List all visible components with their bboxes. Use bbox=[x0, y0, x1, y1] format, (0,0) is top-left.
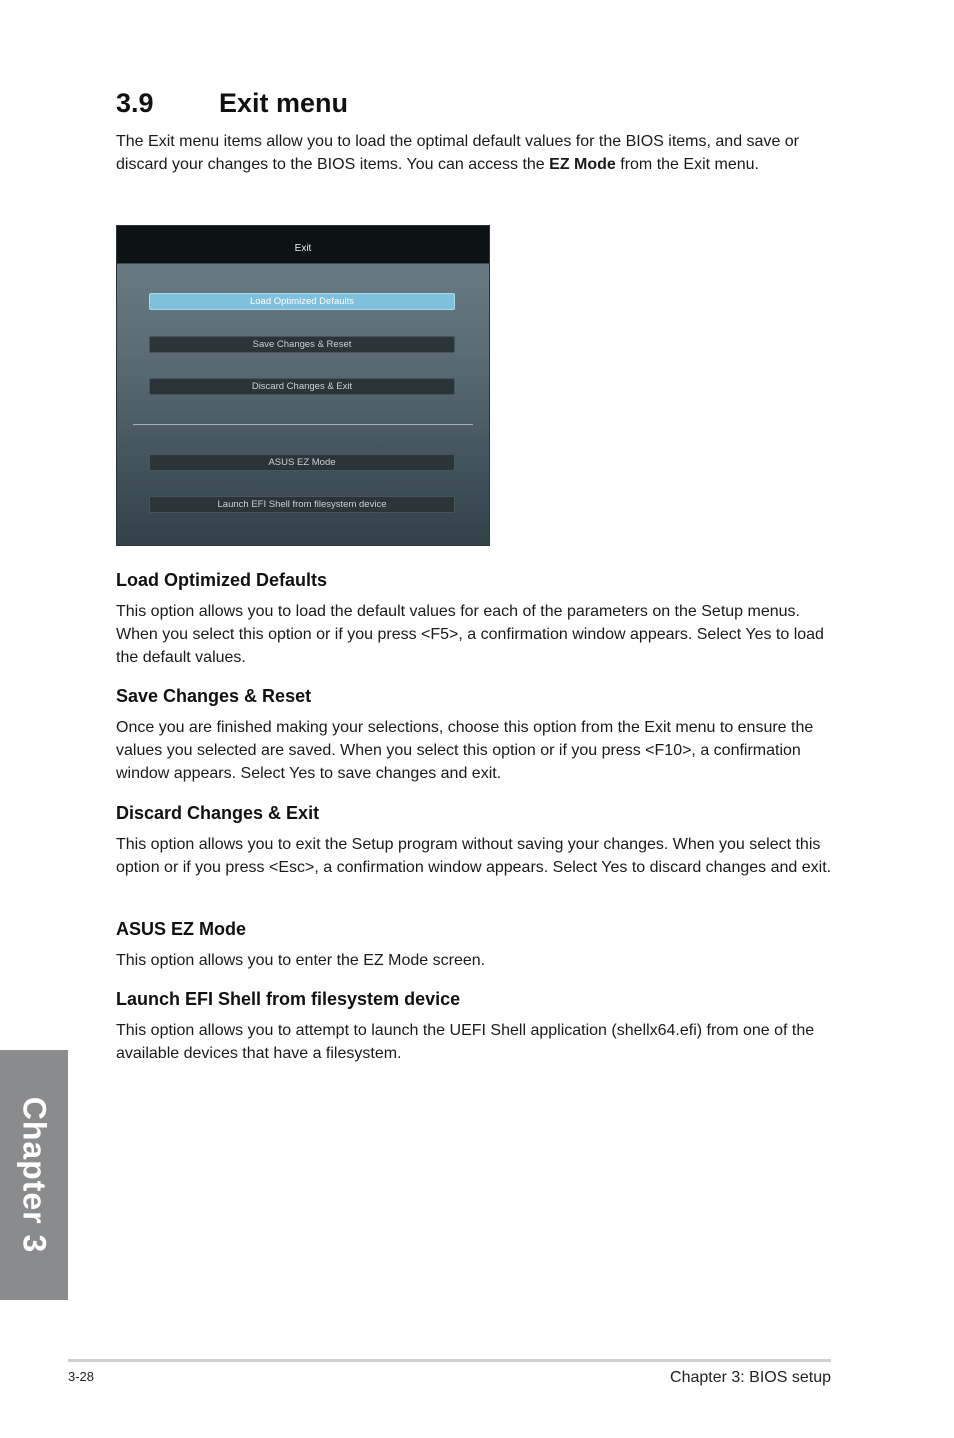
option-body-discard-changes-exit: This option allows you to exit the Setup program without saving your changes. When you select this option or if you press <Esc>, a confirmation window appears. Select Yes to discard changes and exit. bbox=[116, 836, 832, 876]
option-body-save-changes-reset: Once you are finished making your selections, choose this option from the Exit menu to ensure the values you selected are saved. When you select this option or if you press <F10>, a confirmation window appears. Select Yes to save changes and exit. bbox=[116, 719, 814, 782]
intro-text-bold: EZ Mode bbox=[549, 156, 616, 173]
bios-exit-screenshot bbox=[116, 225, 490, 546]
section-number: 3.9 bbox=[116, 88, 154, 118]
intro-text-before: The Exit menu items allow you to load the optimal default values for the BIOS items, and save or discard your changes to the BIOS items. You can access the bbox=[116, 133, 800, 173]
option-body-load-optimized-defaults: This option allows you to load the default values for each of the parameters on the Setup menus. When you select this option or if you press <F5>, a confirmation window appears. Select Yes to load the default values. bbox=[116, 603, 824, 666]
option-title-discard-changes-exit: Discard Changes & Exit bbox=[116, 803, 320, 823]
option-body-launch-efi-shell: This option allows you to attempt to launch the UEFI Shell application (shellx64.efi) from one of the available devices that have a filesystem. bbox=[116, 1022, 815, 1062]
page-number: 3-28 bbox=[68, 1369, 95, 1384]
option-body-asus-ez-mode: This option allows you to enter the EZ Mode screen. bbox=[116, 952, 486, 969]
footer-divider bbox=[68, 1359, 831, 1362]
intro-paragraph bbox=[116, 130, 832, 176]
bios-button-load-optimized-defaults[interactable]: Load Optimized Defaults bbox=[149, 293, 455, 310]
option-title-load-optimized-defaults: Load Optimized Defaults bbox=[116, 570, 328, 590]
intro-text-after: from the Exit menu. bbox=[615, 156, 759, 173]
section-title bbox=[116, 88, 348, 119]
bios-separator bbox=[133, 424, 473, 425]
bios-button-asus-ez-mode[interactable]: ASUS EZ Mode bbox=[149, 454, 455, 471]
bios-button-launch-efi-shell[interactable]: Launch EFI Shell from filesystem device bbox=[149, 496, 455, 513]
bios-button-discard-changes-exit[interactable]: Discard Changes & Exit bbox=[149, 378, 455, 395]
option-title-save-changes-reset: Save Changes & Reset bbox=[116, 686, 312, 706]
footer-chapter-title: Chapter 3: BIOS setup bbox=[670, 1369, 831, 1386]
chapter-side-tab bbox=[0, 1050, 68, 1300]
chapter-side-tab-label: Chapter 3 bbox=[16, 1096, 53, 1254]
bios-button-save-changes-reset[interactable]: Save Changes & Reset bbox=[149, 336, 455, 353]
section-title-text: Exit menu bbox=[219, 88, 349, 118]
option-title-asus-ez-mode: ASUS EZ Mode bbox=[116, 919, 247, 939]
bios-exit-header: Exit bbox=[117, 226, 489, 264]
option-title-launch-efi-shell: Launch EFI Shell from filesystem device bbox=[116, 989, 461, 1009]
